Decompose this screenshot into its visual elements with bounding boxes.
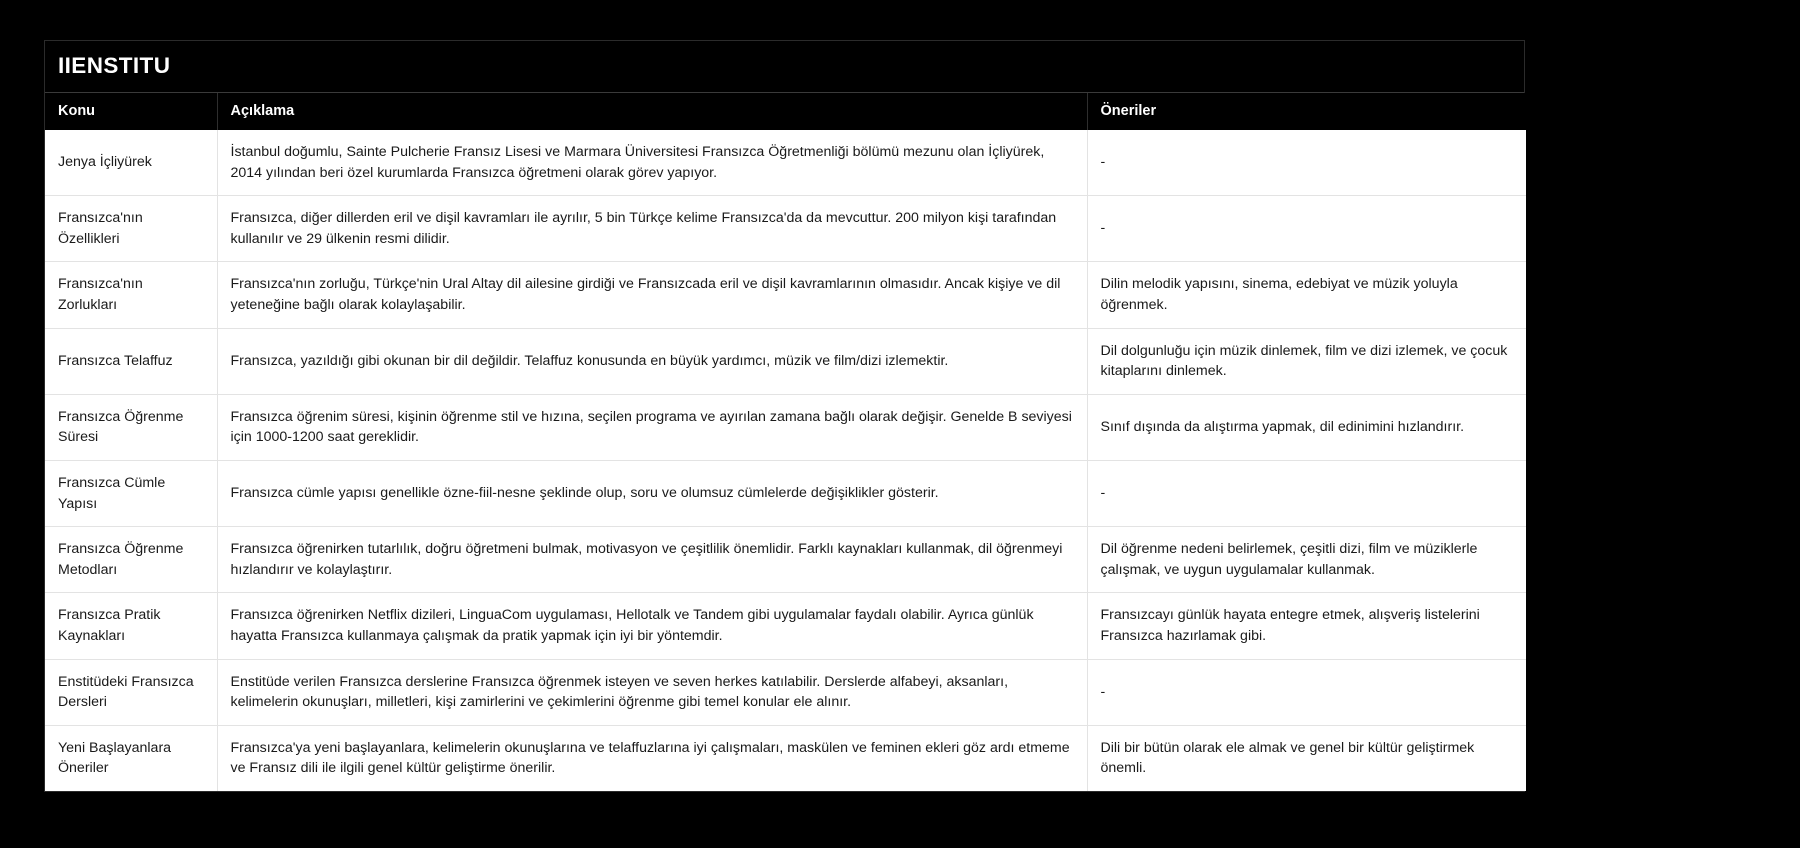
cell-oneriler: Sınıf dışında da alıştırma yapmak, dil edinimini hızlandırır.: [1087, 394, 1526, 460]
cell-konu: Fransızca Pratik Kaynakları: [45, 593, 217, 659]
cell-aciklama: Enstitüde verilen Fransızca derslerine Fransızca öğrenmek isteyen ve seven herkes katılabilir. Derslerde alfabeyi, aksanları, kelimelerin okunuşları, milletleri, kişi zamirlerini ve çekimlerini öğrenme gibi temel konular ele alınır.: [217, 659, 1087, 725]
column-header-aciklama: Açıklama: [217, 93, 1087, 130]
cell-konu: Fransızca Öğrenme Metodları: [45, 527, 217, 593]
cell-konu: Fransızca Telaffuz: [45, 328, 217, 394]
cell-aciklama: Fransızca, diğer dillerden eril ve dişil kavramları ile ayrılır, 5 bin Türkçe kelime Fransızca'da da mevcuttur. 200 milyon kişi tarafından kullanılır ve 29 ülkenin resmi dilidir.: [217, 196, 1087, 262]
cell-aciklama: Fransızca cümle yapısı genellikle özne-fiil-nesne şeklinde olup, soru ve olumsuz cümlelerde değişiklikler gösterir.: [217, 460, 1087, 526]
cell-aciklama: Fransızca, yazıldığı gibi okunan bir dil değildir. Telaffuz konusunda en büyük yardımcı, müzik ve film/dizi izlemektir.: [217, 328, 1087, 394]
cell-konu: Fransızca Cümle Yapısı: [45, 460, 217, 526]
cell-aciklama: Fransızca öğrenirken Netflix dizileri, LinguaCom uygulaması, Hellotalk ve Tandem gibi uygulamalar faydalı olabilir. Ayrıca günlük hayatta Fransızca kullanmaya çalışmak da pratik yapmak için iyi bir yöntemdir.: [217, 593, 1087, 659]
cell-oneriler: -: [1087, 130, 1526, 196]
table-row: [45, 394, 1526, 460]
cell-aciklama: Fransızca öğrenirken tutarlılık, doğru öğretmeni bulmak, motivasyon ve çeşitlilik önemlidir. Farklı kaynakları kullanmak, dil öğrenmeyi hızlandırır ve kolaylaştırır.: [217, 527, 1087, 593]
column-header-oneriler: Öneriler: [1087, 93, 1526, 130]
brand-header: [45, 41, 1524, 93]
table-body: [45, 130, 1526, 791]
cell-oneriler: -: [1087, 196, 1526, 262]
cell-oneriler: -: [1087, 460, 1526, 526]
cell-oneriler: Dili bir bütün olarak ele almak ve genel bir kültür geliştirmek önemli.: [1100, 739, 1475, 777]
cell-konu: Yeni Başlayanlara Öneriler: [45, 725, 217, 791]
cell-aciklama: Fransızca öğrenim süresi, kişinin öğrenme stil ve hızına, seçilen programa ve ayırılan zamana bağlı olarak değişir. Genelde B seviyesi için 1000-1200 saat gereklidir.: [217, 394, 1087, 460]
cell-konu: Fransızca'nın Zorlukları: [45, 262, 217, 328]
column-header-konu: Konu: [45, 93, 217, 130]
cell-aciklama: Fransızca'ya yeni başlayanlara, kelimelerin okunuşlarına ve telaffuzlarına iyi çalışmaları, maskülen ve feminen ekleri göz ardı etmeme ve Fransız dili ile ilgili genel kültür geliştirme önerilir.: [217, 725, 1087, 791]
cell-konu: Jenya İçliyürek: [45, 130, 217, 196]
brand-title: IIENSTITU: [58, 53, 171, 79]
cell-oneriler: Fransızcayı günlük hayata entegre etmek, alışveriş listelerini Fransızca hazırlamak gibi.: [1087, 593, 1526, 659]
table-header-row: [45, 93, 1526, 130]
table-row: [45, 130, 1526, 196]
table-row: [45, 527, 1526, 593]
content-card: [44, 40, 1525, 792]
cell-oneriler: Dil dolgunluğu için müzik dinlemek, film ve dizi izlemek, ve çocuk kitaplarını dinlemek.: [1087, 328, 1526, 394]
table-row: [45, 725, 1526, 791]
table-row: [45, 659, 1526, 725]
cell-aciklama: İstanbul doğumlu, Sainte Pulcherie Fransız Lisesi ve Marmara Üniversitesi Fransızca Öğretmenliği bölümü mezunu olan İçliyürek, 2014 yılından beri özel kurumlarda Fransızca öğretmeni olarak görev yapıyor.: [217, 130, 1087, 196]
table-row: [45, 196, 1526, 262]
cell-aciklama: Fransızca'nın zorluğu, Türkçe'nin Ural Altay dil ailesine girdiği ve Fransızcada eril ve dişil kavramlarının olmasıdır. Ancak kişiye ve dil yeteneğine bağlı olarak kolaylaşabilir.: [217, 262, 1087, 328]
table-row: [45, 593, 1526, 659]
cell-konu: Fransızca Öğrenme Süresi: [45, 394, 217, 460]
table-row: [45, 460, 1526, 526]
table-header: [45, 93, 1526, 130]
cell-oneriler: Dilin melodik yapısını, sinema, edebiyat ve müzik yoluyla öğrenmek.: [1087, 262, 1526, 328]
cell-oneriler: -: [1087, 659, 1526, 725]
summary-table: [45, 93, 1526, 791]
cell-konu: Fransızca'nın Özellikleri: [45, 196, 217, 262]
cell-konu: Enstitüdeki Fransızca Dersleri: [45, 659, 217, 725]
table-row: [45, 262, 1526, 328]
table-row: [45, 328, 1526, 394]
cell-oneriler: Dil öğrenme nedeni belirlemek, çeşitli dizi, film ve müziklerle çalışmak, ve uygun uygulamalar kullanmak.: [1087, 527, 1526, 593]
